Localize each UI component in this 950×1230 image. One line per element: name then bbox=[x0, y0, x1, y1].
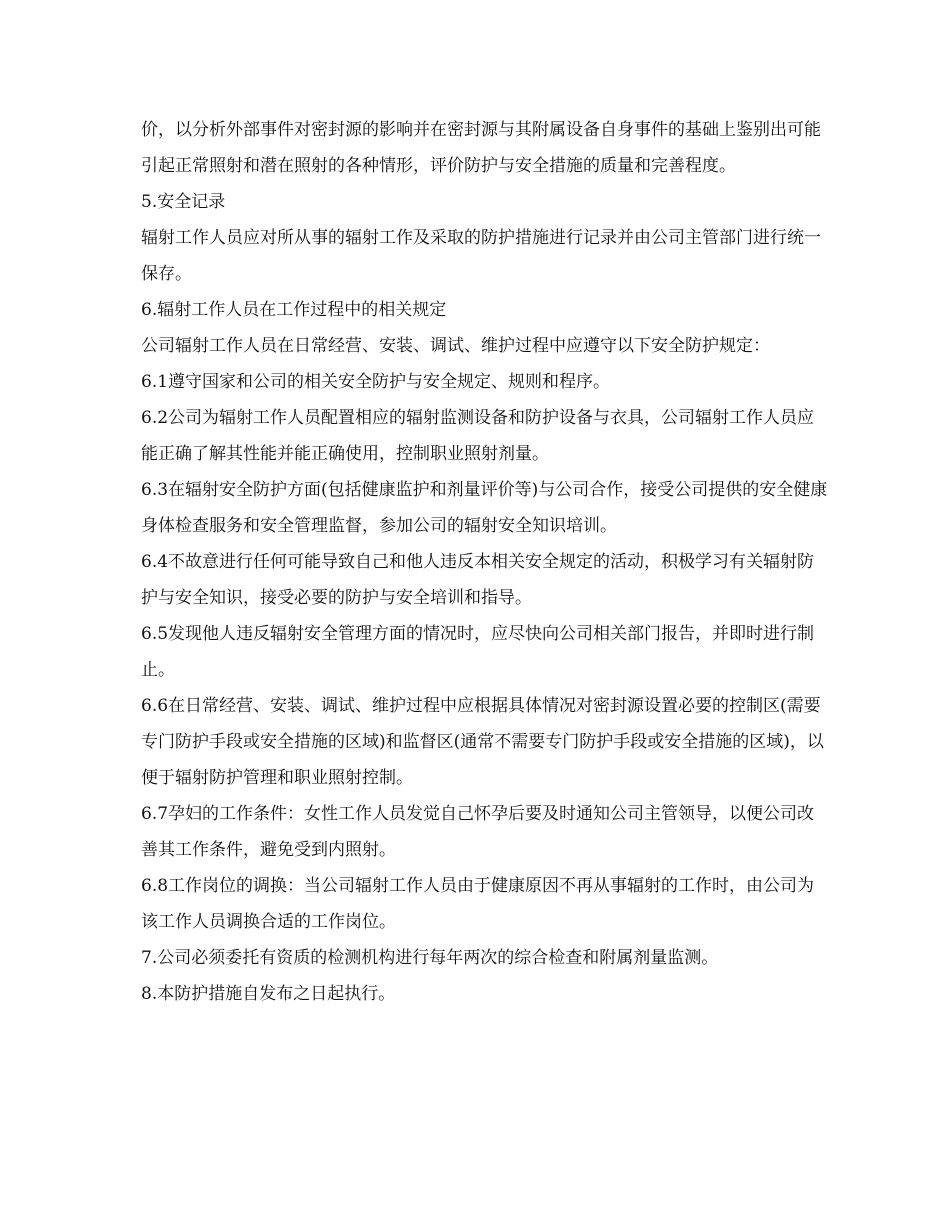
heading-safety-records: 5.安全记录 bbox=[141, 192, 226, 212]
heading-work-regulations: 6.辐射工作人员在工作过程中的相关规定 bbox=[141, 300, 447, 320]
item-8: 8.本防护措施自发布之日起执行。 bbox=[141, 984, 396, 1004]
paragraph-safety-records: 辐射工作人员应对所从事的辐射工作及采取的防护措施进行记录并由公司主管部门进行统一保存。 bbox=[141, 228, 821, 284]
item-6-7: 6.7孕妇的工作条件：女性工作人员发觉自己怀孕后要及时通知公司主管领导，以便公司改善其工作条件，避免受到内照射。 bbox=[141, 804, 815, 860]
item-7: 7.公司必须委托有资质的检测机构进行每年两次的综合检查和附属剂量监测。 bbox=[141, 948, 719, 968]
item-6-1: 6.1遵守国家和公司的相关安全防护与安全规定、规则和程序。 bbox=[141, 372, 611, 392]
item-6-5: 6.5发现他人违反辐射安全管理方面的情况时，应尽快向公司相关部门报告，并即时进行制止。 bbox=[141, 624, 815, 680]
item-6-6: 6.6在日常经营、安装、调试、维护过程中应根据具体情况对密封源设置必要的控制区(需要专门防护手段或安全措施的区域)和监督区(通常不需要专门防护手段或安全措施的区域)，以便于辐射防护管理和职业照射控制。 bbox=[141, 696, 824, 788]
paragraph-continuation: 价，以分析外部事件对密封源的影响并在密封源与其附属设备自身事件的基础上鉴别出可能引起正常照射和潜在照射的各种情形，评价防护与安全措施的质量和完善程度。 bbox=[141, 120, 821, 176]
item-6-8: 6.8工作岗位的调换：当公司辐射工作人员由于健康原因不再从事辐射的工作时，由公司为该工作人员调换合适的工作岗位。 bbox=[141, 876, 815, 932]
item-6-2: 6.2公司为辐射工作人员配置相应的辐射监测设备和防护设备与衣具，公司辐射工作人员应能正确了解其性能并能正确使用，控制职业照射剂量。 bbox=[141, 408, 815, 464]
document-body bbox=[141, 112, 831, 1012]
item-6-4: 6.4不故意进行任何可能导致自己和他人违反本相关安全规定的活动，积极学习有关辐射防护与安全知识，接受必要的防护与安全培训和指导。 bbox=[141, 552, 815, 608]
item-6-3: 6.3在辐射安全防护方面(包括健康监护和剂量评价等)与公司合作，接受公司提供的安全健康身体检查服务和安全管理监督，参加公司的辐射安全知识培训。 bbox=[141, 480, 828, 536]
paragraph-work-regulations-intro: 公司辐射工作人员在日常经营、安装、调试、维护过程中应遵守以下安全防护规定： bbox=[141, 336, 770, 356]
